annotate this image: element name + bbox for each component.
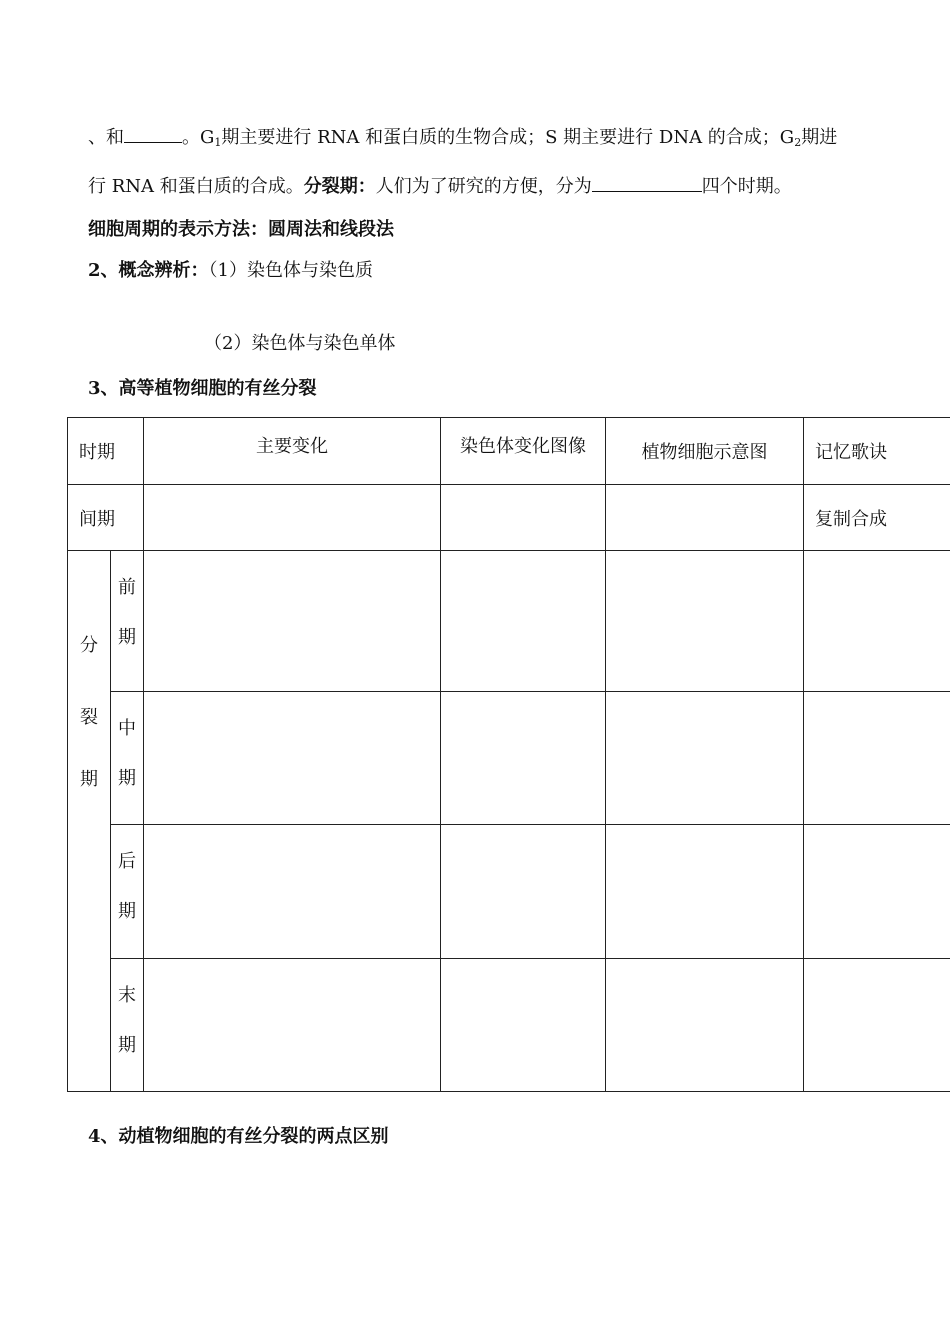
answer-cell[interactable] — [441, 959, 606, 1092]
answer-cell[interactable] — [804, 959, 950, 1092]
answer-cell[interactable] — [804, 825, 950, 959]
table-row-telophase — [68, 959, 950, 1092]
stage-metaphase — [111, 692, 144, 825]
division-phase-label — [68, 551, 111, 1092]
interphase-label: 间期 — [68, 485, 144, 551]
fill-blank[interactable] — [592, 173, 702, 192]
interphase-mnemonic: 复制合成 — [804, 485, 950, 551]
text: 人们为了研究的方便，分为 — [375, 176, 592, 197]
stage-char: 期 — [118, 768, 136, 789]
answer-cell[interactable] — [606, 551, 804, 692]
table-row-interphase — [68, 485, 950, 551]
stage-char: 期 — [118, 627, 136, 648]
section-2 — [88, 259, 373, 283]
text: 四个时期。 — [701, 176, 792, 197]
subscript: 2 — [794, 136, 802, 149]
answer-cell[interactable] — [144, 551, 441, 692]
table-header-row — [68, 418, 950, 485]
answer-cell[interactable] — [441, 692, 606, 825]
table-row-prophase — [68, 551, 950, 692]
bold-label: 分裂期： — [303, 176, 376, 197]
stage-char: 中 — [118, 718, 136, 739]
section-label: 2、概念辨析： — [88, 260, 209, 281]
stage-char: 前 — [118, 577, 136, 598]
answer-cell[interactable] — [441, 825, 606, 959]
stage-prophase — [111, 551, 144, 692]
header-period: 时期 — [68, 418, 144, 485]
text: 行 RNA 和蛋白质的合成。 — [88, 176, 304, 197]
header-chromosome-image: 染色体变化图像 — [441, 418, 606, 485]
answer-cell[interactable] — [144, 692, 441, 825]
text: 。G — [182, 127, 215, 148]
stage-char: 期 — [118, 1035, 136, 1056]
mitosis-table — [67, 417, 950, 1092]
section-2-item-2: （2）染色体与染色单体 — [204, 333, 396, 354]
table-row-anaphase — [68, 825, 950, 959]
stage-telophase — [111, 959, 144, 1092]
answer-cell[interactable] — [606, 959, 804, 1092]
text: 期进 — [801, 127, 838, 148]
stage-anaphase — [111, 825, 144, 959]
para-line-2 — [88, 173, 792, 199]
division-char: 裂 — [80, 707, 98, 728]
text: 期主要进行 RNA 和蛋白质的生物合成；S 期主要进行 DNA 的合成；G — [221, 127, 795, 148]
para-line-1 — [88, 124, 837, 155]
answer-cell[interactable] — [606, 485, 804, 551]
answer-cell[interactable] — [804, 551, 950, 692]
section-4-heading: 4、动植物细胞的有丝分裂的两点区别 — [88, 1126, 389, 1147]
header-main-changes: 主要变化 — [144, 418, 441, 485]
division-char: 期 — [80, 769, 98, 790]
header-plant-cell-diagram: 植物细胞示意图 — [606, 418, 804, 485]
answer-cell[interactable] — [144, 485, 441, 551]
subscript: 1 — [214, 136, 222, 149]
stage-char: 末 — [118, 985, 136, 1006]
section-3-heading: 3、高等植物细胞的有丝分裂 — [88, 378, 317, 399]
heading-cycle-methods: 细胞周期的表示方法：圆周法和线段法 — [88, 219, 394, 240]
stage-char: 后 — [118, 851, 136, 872]
answer-cell[interactable] — [606, 692, 804, 825]
answer-cell[interactable] — [606, 825, 804, 959]
division-char: 分 — [80, 635, 98, 656]
answer-cell[interactable] — [441, 485, 606, 551]
answer-cell[interactable] — [441, 551, 606, 692]
fill-blank[interactable] — [124, 124, 182, 143]
answer-cell[interactable] — [144, 825, 441, 959]
answer-cell[interactable] — [144, 959, 441, 1092]
text: 、和 — [88, 127, 124, 148]
item-1: （1）染色体与染色质 — [208, 260, 373, 281]
table-row-metaphase — [68, 692, 950, 825]
stage-char: 期 — [118, 901, 136, 922]
answer-cell[interactable] — [804, 692, 950, 825]
header-mnemonic: 记忆歌诀 — [804, 418, 950, 485]
